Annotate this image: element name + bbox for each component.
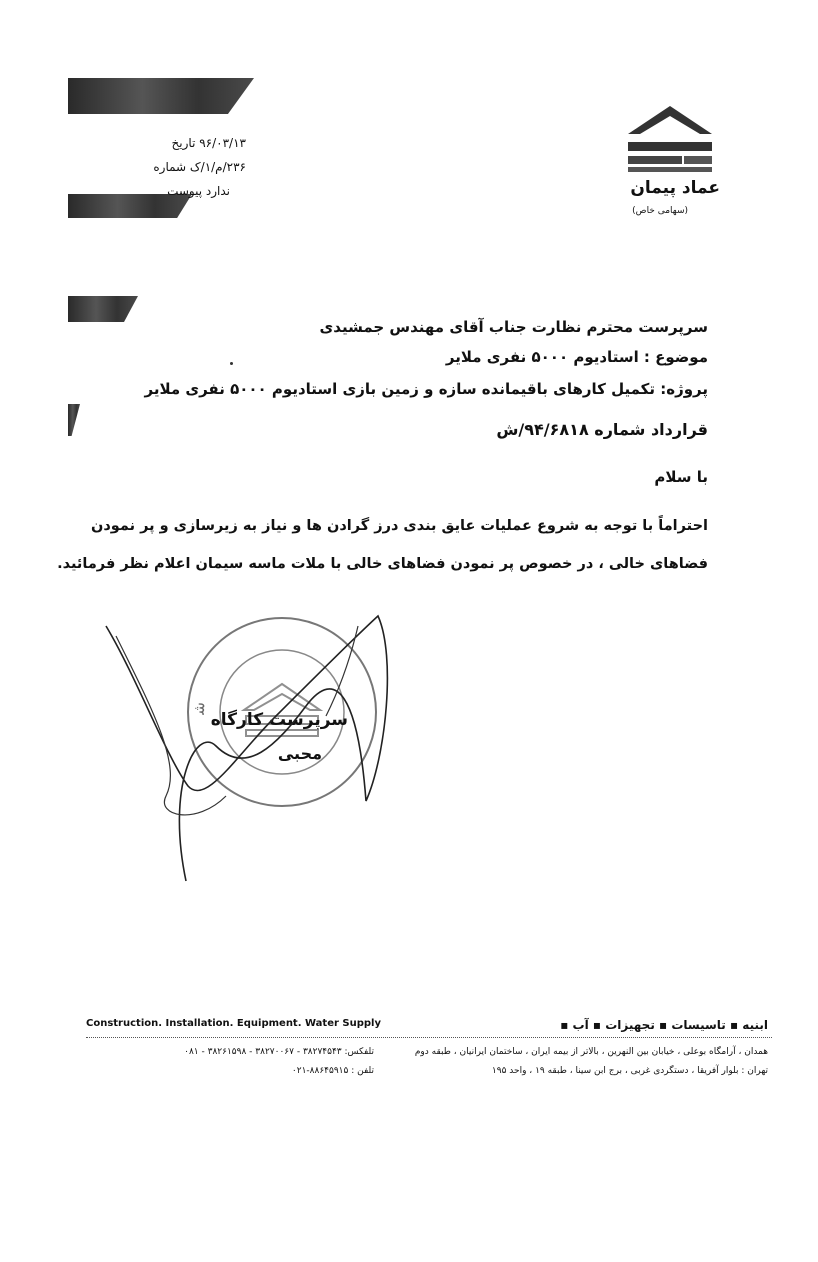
footer-services-en: Construction. Installation. Equipment. Water Supply xyxy=(86,1018,381,1029)
date-line: ۹۶/۰۳/۱۳ تاریخ xyxy=(171,136,246,150)
stamp-title: سرپرست کارگاه xyxy=(210,710,348,730)
handwritten-signature xyxy=(96,596,396,896)
company-subtitle: (سهامی خاص) xyxy=(632,206,688,216)
footer-hamedan-phone: تلفکس: ۳۸۲۷۴۵۴۳ - ۳۸۲۷۰۰۶۷ - ۳۸۲۶۱۵۹۸ - ۰۸۱ xyxy=(184,1047,374,1057)
footer-tehran-phone: تلفن : ۸۸۶۴۵۹۱۵-۰۲۱ xyxy=(291,1066,374,1076)
stamp-name: محبی xyxy=(277,744,322,763)
contract-line: قرارداد شماره ۹۴/۶۸۱۸/ش xyxy=(496,420,708,439)
header-bar-top xyxy=(68,78,254,114)
footer-divider xyxy=(86,1037,772,1038)
stamp-ring-text: ش xyxy=(189,701,209,716)
recipient-line: سرپرست محترم نظارت جناب آقای مهندس جمشیدی xyxy=(319,318,708,336)
body-line-2: فضاهای خالی ، در خصوص پر نمودن فضاهای خالی با ملات ماسه سیمان اعلام نظر فرمائید. xyxy=(57,556,708,572)
margin-tick xyxy=(68,404,80,436)
subject-line: موضوع : استادیوم ۵۰۰۰ نفری ملایر xyxy=(445,348,708,366)
margin-bar xyxy=(68,296,138,322)
greeting-line: با سلام xyxy=(654,468,708,486)
footer-services-fa: ابنیه ▪ تاسیسات ▪ تجهیزات ▪ آب ▪ xyxy=(560,1018,768,1032)
company-logo xyxy=(622,104,718,176)
footer-hamedan-address: همدان ، آرامگاه بوعلی ، خیابان بین النهرین ، بالاتر از بیمه ایران ، ساختمان ایرانیان ، طبقه دوم xyxy=(414,1047,768,1057)
logo-mark-icon xyxy=(622,104,718,176)
attachment-line: ندارد پیوست xyxy=(167,184,230,198)
number-line: ۲۳۶/م/۱/ک شماره xyxy=(153,160,246,174)
project-line: پروژه: تکمیل کارهای باقیمانده سازه و زمین بازی استادیوم ۵۰۰۰ نفری ملایر xyxy=(144,380,708,398)
speck-dot xyxy=(230,362,233,365)
footer-tehran-address: تهران : بلوار آفریقا ، دستگردی غربی ، برج ابن سینا ، طبقه ۱۹ ، واحد ۱۹۵ xyxy=(491,1066,768,1076)
company-name: عماد پیمان xyxy=(630,178,720,198)
body-line-1: احتراماً با توجه به شروع عملیات عایق بندی درز گرادن ها و نیاز به زیرسازی و پر نمودن xyxy=(90,518,708,534)
